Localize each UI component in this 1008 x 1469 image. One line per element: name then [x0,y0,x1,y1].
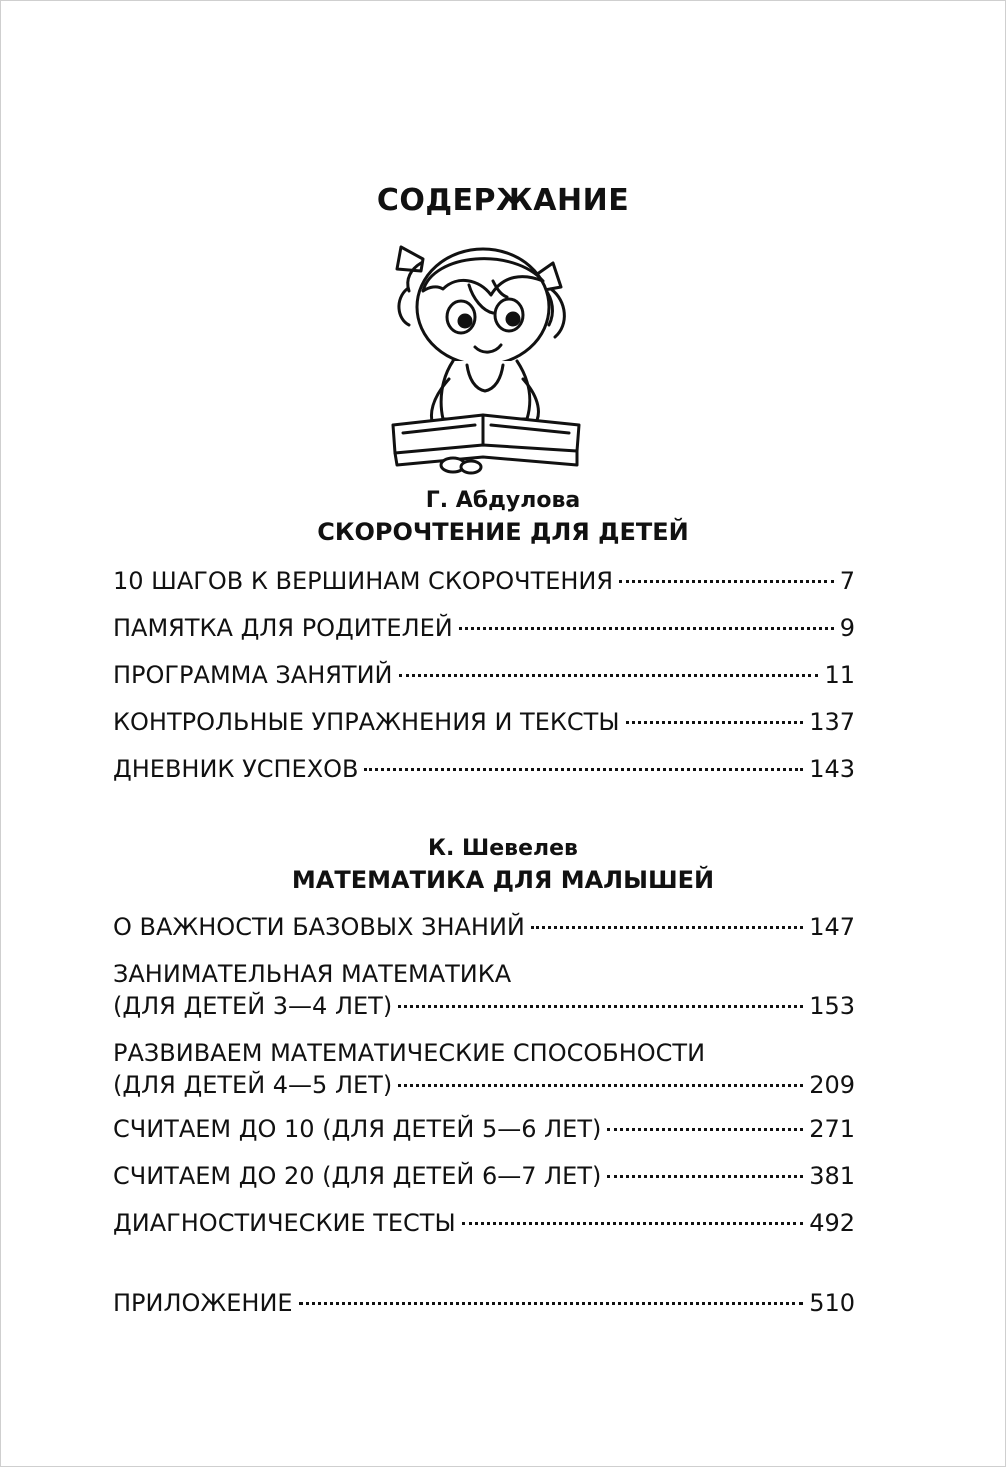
toc-page-number: 153 [809,992,855,1020]
toc-item[interactable] [113,960,855,1020]
dot-leader [459,627,834,630]
dot-leader [626,721,804,724]
dot-leader [607,1175,803,1178]
toc-page-number: 7 [839,567,855,595]
toc-page-number: 271 [809,1115,855,1143]
toc-page-number: 9 [839,614,855,642]
toc-item-label-line1: ЗАНИМАТЕЛЬНАЯ МАТЕМАТИКА [113,960,512,988]
dot-leader [299,1302,804,1305]
section-book-title: МАТЕМАТИКА ДЛЯ МАЛЫШЕЙ [291,866,715,895]
toc-item-label-line1: РАЗВИВАЕМ МАТЕМАТИЧЕСКИЕ СПОСОБНОСТИ [113,1039,706,1067]
dot-leader [462,1222,804,1225]
section-author: Г. Абдулова [425,488,581,513]
toc-page-number: 381 [809,1162,855,1190]
toc-page-number: 209 [809,1071,855,1099]
dot-leader [398,1005,803,1008]
toc-item[interactable] [113,1115,855,1143]
page-title: СОДЕРЖАНИЕ [376,183,630,218]
section-book-title: СКОРОЧТЕНИЕ ДЛЯ ДЕТЕЙ [317,518,689,547]
toc-item-label: ДНЕВНИК УСПЕХОВ [113,755,359,783]
dot-leader [607,1128,803,1131]
section-heading-math [1,837,1005,894]
toc-item-label: СЧИТАЕМ ДО 10 (ДЛЯ ДЕТЕЙ 5—6 ЛЕТ) [113,1115,602,1143]
toc-item-label: ПРИЛОЖЕНИЕ [113,1289,293,1317]
toc-item[interactable] [113,1039,855,1099]
dot-leader [398,1084,803,1087]
toc-item[interactable] [113,755,855,783]
dot-leader [619,580,834,583]
section-author: К. Шевелев [428,836,578,861]
toc-item-label: (ДЛЯ ДЕТЕЙ 3—4 ЛЕТ) [113,992,393,1020]
toc-page-number: 143 [809,755,855,783]
toc-item-label: ПАМЯТКА ДЛЯ РОДИТЕЛЕЙ [113,614,453,642]
toc-page-number: 492 [809,1209,855,1237]
toc-item-label: 10 ШАГОВ К ВЕРШИНАМ СКОРОЧТЕНИЯ [113,567,614,595]
toc-item-label: (ДЛЯ ДЕТЕЙ 4—5 ЛЕТ) [113,1071,393,1099]
toc-item[interactable] [113,661,855,689]
toc-page-number: 137 [809,708,855,736]
girl-reading-book-icon [383,229,597,479]
toc-page-number: 510 [809,1289,855,1317]
toc-item[interactable] [113,614,855,642]
toc-item-label: ДИАГНОСТИЧЕСКИЕ ТЕСТЫ [113,1209,456,1237]
toc-item-label: СЧИТАЕМ ДО 20 (ДЛЯ ДЕТЕЙ 6—7 ЛЕТ) [113,1162,602,1190]
toc-item-label: КОНТРОЛЬНЫЕ УПРАЖНЕНИЯ И ТЕКСТЫ [113,708,620,736]
dot-leader [399,674,819,677]
toc-item[interactable] [113,567,855,595]
toc-item-label: О ВАЖНОСТИ БАЗОВЫХ ЗНАНИЙ [113,913,525,941]
dot-leader [364,768,803,771]
section-heading-speed-reading [1,489,1005,546]
dot-leader [531,926,803,929]
toc-item[interactable] [113,708,855,736]
toc-item[interactable] [113,1162,855,1190]
toc-item[interactable] [113,1209,855,1237]
toc-item[interactable] [113,913,855,941]
toc-appendix [113,1289,855,1317]
toc-page-number: 147 [809,913,855,941]
toc-page-number: 11 [824,661,855,689]
toc-item-appendix[interactable] [113,1289,855,1317]
toc-item-label: ПРОГРАММА ЗАНЯТИЙ [113,661,393,689]
